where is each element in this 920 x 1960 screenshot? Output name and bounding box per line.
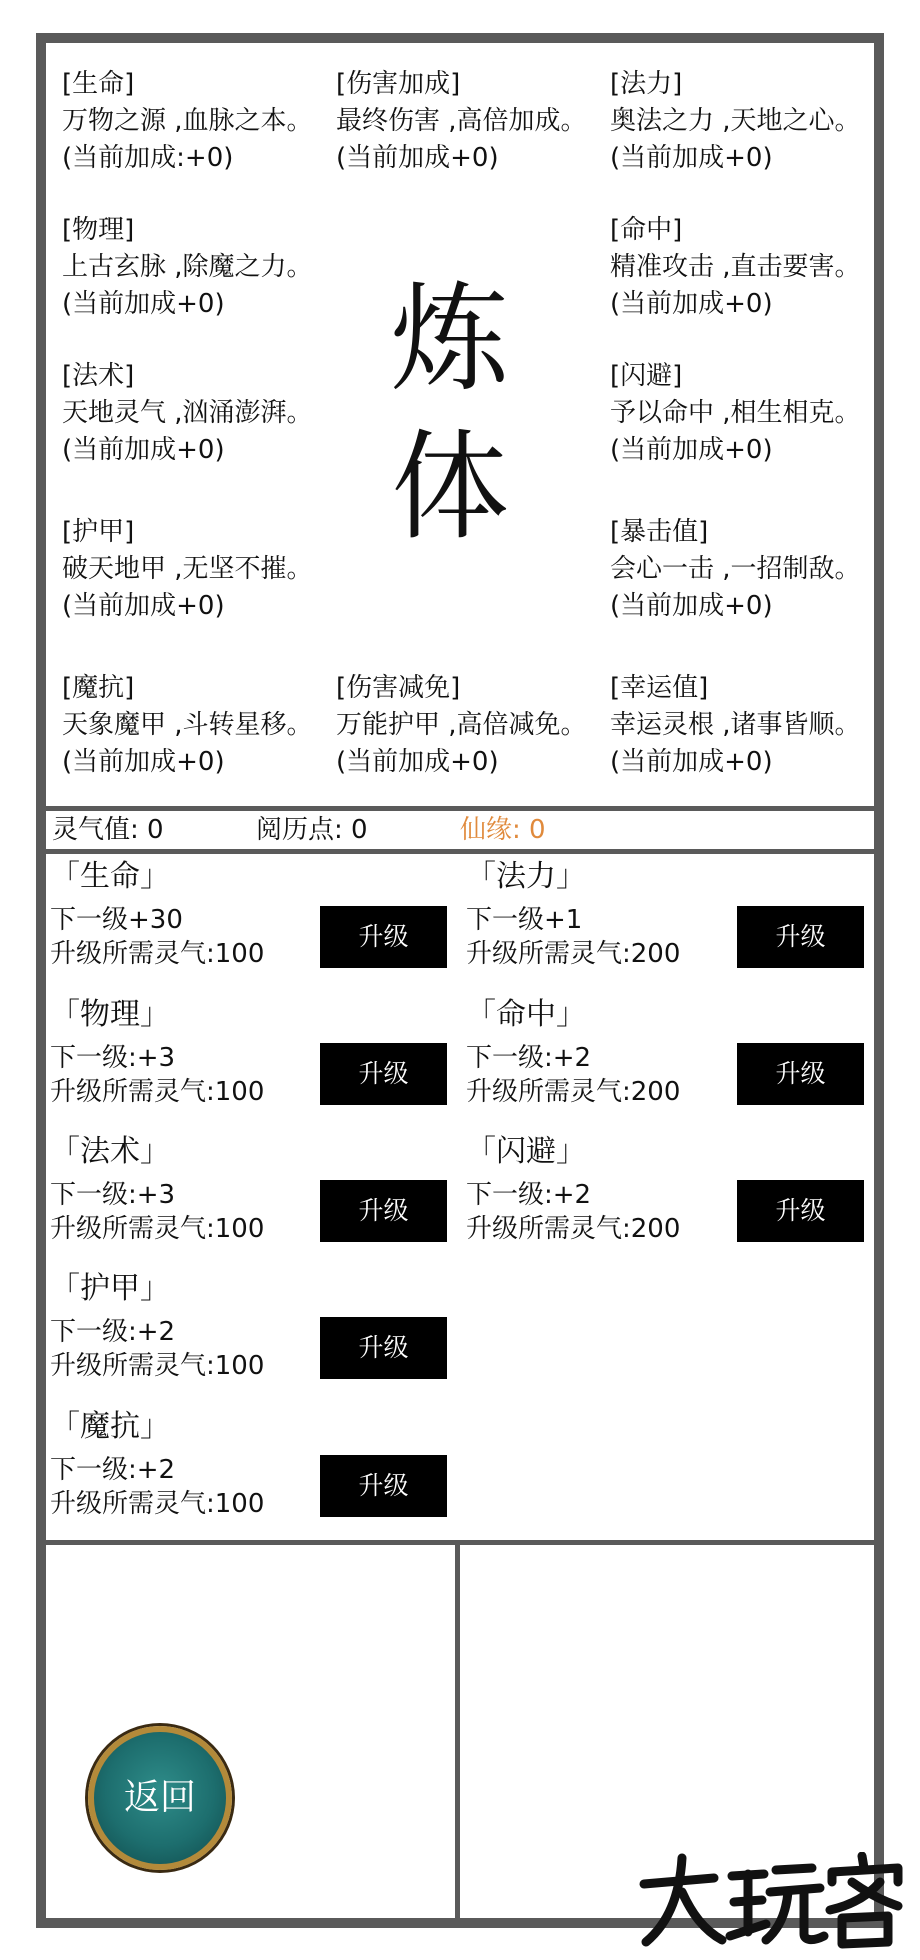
attr-bonus: (当前加成+0) bbox=[610, 747, 773, 777]
attr-bonus: (当前加成+0) bbox=[62, 435, 225, 465]
upgrade-hit-button[interactable]: 升级 bbox=[737, 1043, 864, 1105]
divider-vertical bbox=[455, 1545, 460, 1918]
attr-desc: 会心一击 ,一招制敌。 bbox=[610, 554, 861, 584]
upgrade-cost: 升级所需灵气:200 bbox=[466, 1077, 681, 1107]
upgrade-cost: 升级所需灵气:100 bbox=[50, 939, 265, 969]
upgrade-armor-button[interactable]: 升级 bbox=[320, 1317, 447, 1379]
upgrade-cost: 升级所需灵气:200 bbox=[466, 939, 681, 969]
attr-name: [物理] bbox=[62, 215, 135, 245]
upgrade-life-button[interactable]: 升级 bbox=[320, 906, 447, 968]
attr-dodge bbox=[610, 358, 861, 469]
attr-life bbox=[62, 66, 313, 177]
attr-damage-boost bbox=[336, 66, 587, 177]
upgrade-dodge-button[interactable]: 升级 bbox=[737, 1180, 864, 1242]
attr-desc: 幸运灵根 ,诸事皆顺。 bbox=[610, 710, 861, 740]
upgrade-physical-button[interactable]: 升级 bbox=[320, 1043, 447, 1105]
attr-name: [魔抗] bbox=[62, 673, 135, 703]
attr-desc: 天象魔甲 ,斗转星移。 bbox=[62, 710, 313, 740]
attr-bonus: (当前加成+0) bbox=[610, 591, 773, 621]
upgrade-cost: 升级所需灵气:100 bbox=[50, 1214, 265, 1244]
title-char: 炼 bbox=[390, 270, 509, 408]
attr-desc: 予以命中 ,相生相克。 bbox=[610, 398, 861, 428]
experience-value: 阅历点: 0 bbox=[256, 815, 368, 845]
fate-value: 仙缘: 0 bbox=[460, 815, 546, 845]
attr-desc: 万能护甲 ,高倍减免。 bbox=[336, 710, 587, 740]
upgrade-next: 下一级:+2 bbox=[50, 1317, 176, 1347]
page-title bbox=[390, 265, 510, 561]
attr-name: [闪避] bbox=[610, 361, 683, 391]
attr-armor bbox=[62, 514, 313, 625]
attr-desc: 天地灵气 ,汹涌澎湃。 bbox=[62, 398, 313, 428]
upgrade-mana-button[interactable]: 升级 bbox=[737, 906, 864, 968]
attr-desc: 最终伤害 ,高倍加成。 bbox=[336, 106, 587, 136]
divider bbox=[46, 1540, 874, 1545]
attr-name: [护甲] bbox=[62, 517, 135, 547]
attr-desc: 万物之源 ,血脉之本。 bbox=[62, 106, 313, 136]
upgrade-next: 下一级:+2 bbox=[50, 1455, 176, 1485]
attr-spell bbox=[62, 358, 313, 469]
upgrade-next: 下一级:+2 bbox=[466, 1180, 592, 1210]
upgrade-next: 下一级+1 bbox=[466, 905, 583, 935]
attr-bonus: (当前加成+0) bbox=[62, 289, 225, 319]
upgrade-magic-resist-button[interactable]: 升级 bbox=[320, 1455, 447, 1517]
attr-hit bbox=[610, 212, 861, 323]
upgrade-next: 下一级:+2 bbox=[466, 1043, 592, 1073]
watermark-logo bbox=[636, 1852, 906, 1952]
attr-luck bbox=[610, 670, 861, 781]
attr-desc: 破天地甲 ,无坚不摧。 bbox=[62, 554, 313, 584]
attr-bonus: (当前加成+0) bbox=[610, 289, 773, 319]
upgrade-next: 下一级+30 bbox=[50, 905, 183, 935]
upgrade-name: 「魔抗」 bbox=[50, 1409, 170, 1444]
upgrade-spell-button[interactable]: 升级 bbox=[320, 1180, 447, 1242]
attr-magic-resist bbox=[62, 670, 313, 781]
upgrade-name: 「法力」 bbox=[466, 859, 586, 894]
attr-desc: 精准攻击 ,直击要害。 bbox=[610, 252, 861, 282]
upgrade-name: 「物理」 bbox=[50, 997, 170, 1032]
attr-desc: 奥法之力 ,天地之心。 bbox=[610, 106, 861, 136]
upgrade-cost: 升级所需灵气:100 bbox=[50, 1489, 265, 1519]
upgrade-name: 「闪避」 bbox=[466, 1134, 586, 1169]
attr-name: [伤害加成] bbox=[336, 69, 461, 99]
attr-bonus: (当前加成+0) bbox=[62, 591, 225, 621]
attr-name: [伤害减免] bbox=[336, 673, 461, 703]
attr-bonus: (当前加成+0) bbox=[610, 143, 773, 173]
upgrade-name: 「命中」 bbox=[466, 997, 586, 1032]
spirit-value: 灵气值: 0 bbox=[52, 815, 164, 845]
attr-physical bbox=[62, 212, 313, 323]
upgrade-cost: 升级所需灵气:100 bbox=[50, 1077, 265, 1107]
attr-bonus: (当前加成:+0) bbox=[62, 143, 234, 173]
attr-bonus: (当前加成+0) bbox=[336, 747, 499, 777]
attr-name: [幸运值] bbox=[610, 673, 709, 703]
attr-name: [法力] bbox=[610, 69, 683, 99]
upgrade-next: 下一级:+3 bbox=[50, 1043, 176, 1073]
attr-bonus: (当前加成+0) bbox=[610, 435, 773, 465]
attr-bonus: (当前加成+0) bbox=[62, 747, 225, 777]
upgrade-next: 下一级:+3 bbox=[50, 1180, 176, 1210]
upgrade-cost: 升级所需灵气:200 bbox=[466, 1214, 681, 1244]
upgrade-cost: 升级所需灵气:100 bbox=[50, 1351, 265, 1381]
attr-bonus: (当前加成+0) bbox=[336, 143, 499, 173]
attr-mana bbox=[610, 66, 861, 177]
upgrade-name: 「法术」 bbox=[50, 1134, 170, 1169]
attr-desc: 上古玄脉 ,除魔之力。 bbox=[62, 252, 313, 282]
attr-name: [暴击值] bbox=[610, 517, 709, 547]
attr-damage-reduction bbox=[336, 670, 587, 781]
divider bbox=[46, 849, 874, 854]
attr-name: [生命] bbox=[62, 69, 135, 99]
attr-crit bbox=[610, 514, 861, 625]
upgrade-name: 「生命」 bbox=[50, 859, 170, 894]
back-button[interactable]: 返回 bbox=[88, 1726, 232, 1870]
upgrade-name: 「护甲」 bbox=[50, 1271, 170, 1306]
title-char: 体 bbox=[390, 418, 509, 556]
attr-name: [命中] bbox=[610, 215, 683, 245]
attr-name: [法术] bbox=[62, 361, 135, 391]
